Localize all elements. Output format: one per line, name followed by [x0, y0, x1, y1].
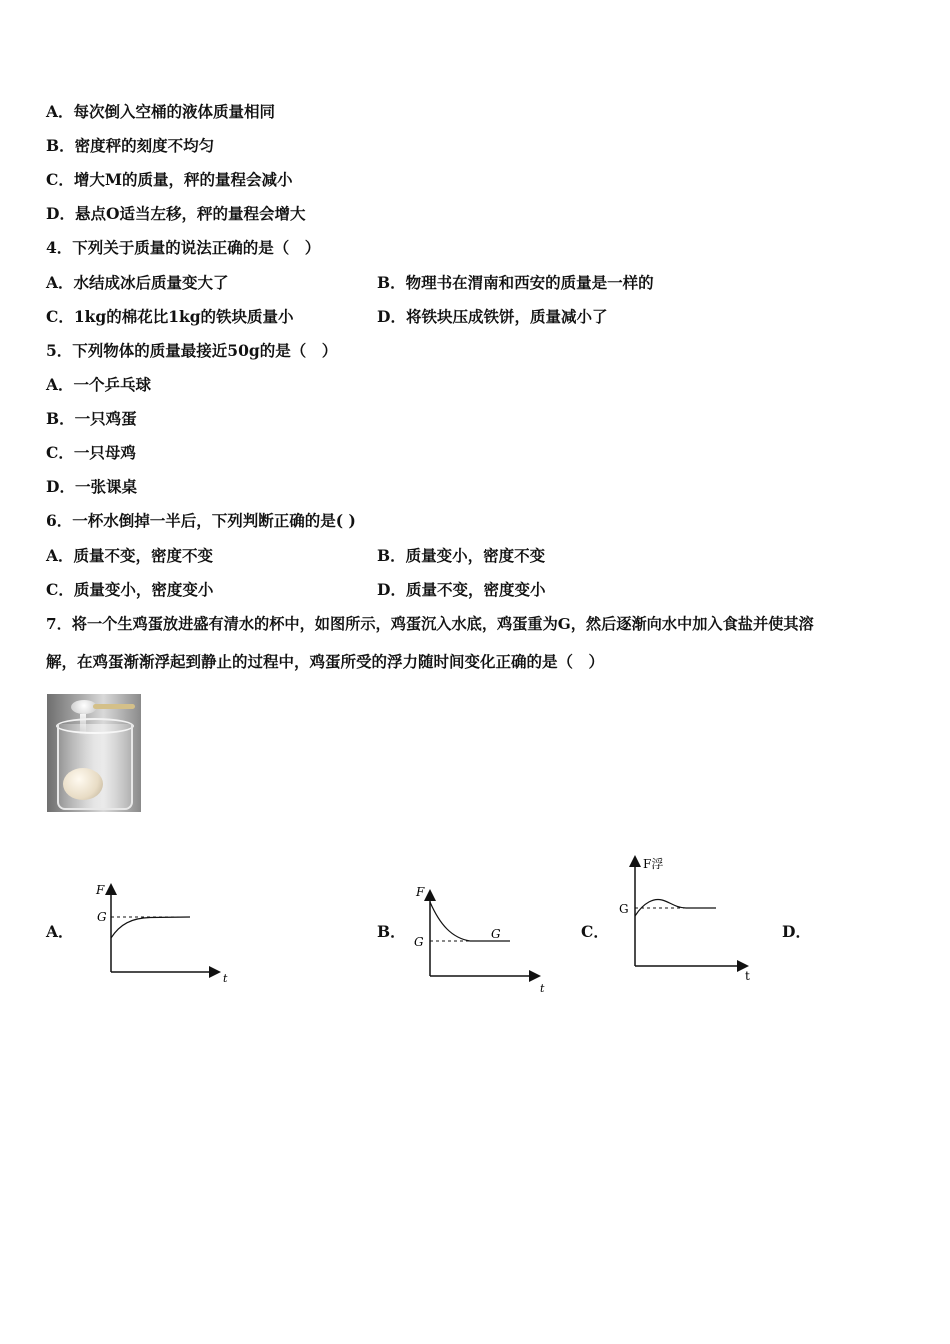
q3-option-a: A．每次倒入空桶的液体质量相同 [46, 102, 276, 121]
q4-option-d: D．将铁块压成铁饼，质量减小了 [377, 307, 608, 326]
q7-option-c-label: C． [581, 922, 609, 941]
q7-stem-line1: 7．将一个生鸡蛋放进盛有清水的杯中，如图所示，鸡蛋沉入水底，鸡蛋重为G，然后逐渐向水中加入食盐并使其溶 [46, 615, 814, 633]
q7-option-b-label: B． [377, 922, 406, 941]
graph-c [614, 852, 764, 984]
graph-c-x-label: t [745, 969, 750, 983]
q5-option-d: D．一张课桌 [46, 477, 137, 496]
q3-option-c: C．增大M的质量，秤的量程会减小 [46, 170, 293, 189]
graph-a [90, 878, 240, 988]
graph-c-y-label: F浮 [643, 857, 664, 871]
q5-option-b: B．一只鸡蛋 [46, 409, 137, 428]
graph-b-g-label: G [414, 935, 424, 949]
q3-option-d: D．悬点O适当左移，秤的量程会增大 [46, 204, 306, 223]
egg-in-glass-photo [47, 694, 141, 812]
glass [57, 724, 133, 810]
q5-option-c: C．一只母鸡 [46, 443, 136, 462]
graph-a-g-label: G [97, 910, 107, 924]
q4-option-c: C．1kg的棉花比1kg的铁块质量小 [46, 307, 294, 326]
graph-a-curve [111, 917, 190, 938]
egg [63, 768, 103, 800]
q7-option-a-label: A． [46, 922, 74, 941]
q6-stem: 6．一杯水倒掉一半后，下列判断正确的是( ) [46, 511, 356, 530]
q4-option-a: A．水结成冰后质量变大了 [46, 273, 229, 292]
q6-option-a: A．质量不变，密度不变 [46, 546, 214, 565]
graph-a-y-label: F [96, 883, 105, 897]
q7-option-d-label: D． [782, 922, 811, 941]
graph-b [410, 880, 560, 995]
spoon-handle [93, 704, 135, 709]
q4-option-b: B．物理书在渭南和西安的质量是一样的 [377, 273, 654, 292]
q5-option-a: A．一个乒乓球 [46, 375, 152, 394]
q6-option-c: C．质量变小，密度变小 [46, 580, 214, 599]
q4-stem: 4．下列关于质量的说法正确的是（ ） [46, 238, 321, 257]
q6-option-b: B．质量变小，密度不变 [377, 546, 546, 565]
graph-b-y-label: F [416, 885, 425, 899]
graph-c-g-label: G [619, 902, 629, 916]
q7-stem-line2: 解，在鸡蛋渐渐浮起到静止的过程中，鸡蛋所受的浮力随时间变化正确的是（ ） [46, 652, 605, 671]
graph-a-x-label: t [223, 972, 228, 985]
graph-b-g-label-right: G [491, 927, 501, 941]
graph-b-x-label: t [540, 982, 545, 995]
q6-option-d: D．质量不变，密度变小 [377, 580, 546, 599]
q3-option-b: B．密度秤的刻度不均匀 [46, 136, 215, 155]
q5-stem: 5．下列物体的质量最接近50g的是（ ） [46, 341, 338, 360]
